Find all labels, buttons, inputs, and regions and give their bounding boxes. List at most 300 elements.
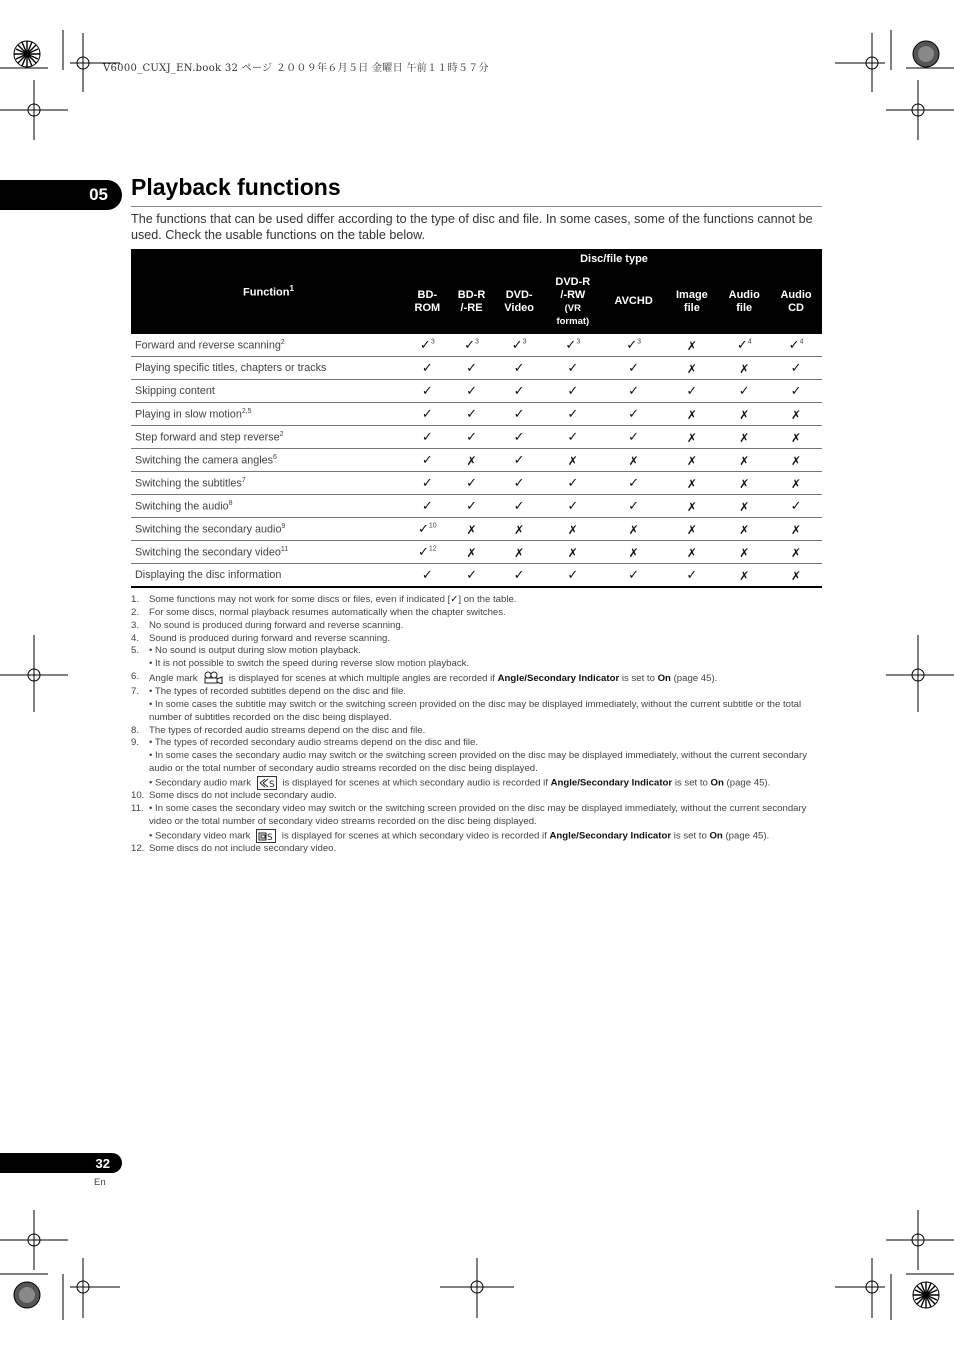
cross-mark-icon: ✗ bbox=[686, 545, 697, 560]
footnote bbox=[131, 594, 831, 607]
check-mark-icon: ✓ bbox=[567, 407, 579, 422]
check-mark-icon: ✓ bbox=[567, 499, 579, 514]
column-header-line: file bbox=[736, 301, 753, 314]
table-row bbox=[131, 495, 822, 518]
chapter-number-tab bbox=[0, 180, 122, 210]
footnote-segment: ] on the table. bbox=[458, 594, 517, 605]
cross-mark-icon: ✗ bbox=[791, 407, 802, 422]
column-header-line: DVD-R bbox=[555, 275, 591, 288]
chapter-number: 05 bbox=[89, 185, 108, 204]
cross-mark-icon: ✗ bbox=[739, 499, 750, 514]
column-header bbox=[494, 270, 543, 334]
cell-footnote-ref: 3 bbox=[637, 338, 642, 346]
check-mark-icon: ✓ bbox=[686, 568, 698, 583]
support-cell bbox=[406, 495, 449, 518]
column-header-line: Audio bbox=[780, 288, 812, 301]
footnote-number: 12. bbox=[131, 843, 145, 855]
cell-footnote-ref: 3 bbox=[430, 338, 435, 346]
check-mark-icon: ✓ bbox=[466, 361, 477, 376]
footnote-number: 5. bbox=[131, 645, 140, 657]
column-header-line: /-RE bbox=[460, 301, 483, 314]
footnote-segment: Some discs do not include secondary video. bbox=[149, 843, 337, 855]
function-label: Switching the secondary video bbox=[135, 546, 281, 559]
footnote-segment: is set to bbox=[619, 673, 658, 685]
footnote-emphasis: ✓ bbox=[450, 594, 459, 605]
support-cell bbox=[602, 449, 666, 472]
book-file-header: V6000_CUXJ_EN.book 32 ページ ２００９年６月５日 金曜日 午前１１時５７分 bbox=[103, 63, 489, 74]
support-cell bbox=[718, 564, 770, 588]
cross-mark-icon: ✗ bbox=[739, 522, 750, 537]
support-cell bbox=[449, 380, 495, 403]
support-cell bbox=[494, 357, 543, 380]
check-mark-icon: ✓ bbox=[628, 568, 640, 583]
support-cell bbox=[770, 495, 822, 518]
check-mark-icon: ✓ bbox=[464, 338, 476, 353]
column-header-line: format) bbox=[556, 315, 590, 327]
support-cell bbox=[718, 426, 770, 449]
footnote-segment: • The types of recorded subtitles depend on the disc and file. bbox=[149, 686, 407, 698]
table-row bbox=[131, 426, 822, 449]
footnote-text bbox=[149, 594, 831, 607]
footnote-line bbox=[149, 699, 831, 725]
support-cell bbox=[718, 403, 770, 426]
support-cell bbox=[494, 403, 543, 426]
check-mark-icon: ✓ bbox=[628, 476, 640, 491]
footnote-line bbox=[149, 607, 831, 620]
footnote bbox=[131, 620, 831, 633]
cross-mark-icon: ✗ bbox=[686, 453, 697, 468]
check-mark-icon: ✓ bbox=[511, 338, 523, 353]
footnote-line bbox=[149, 645, 831, 658]
title-divider bbox=[131, 206, 822, 207]
cross-mark-icon: ✗ bbox=[466, 522, 477, 537]
check-mark-icon: ✓ bbox=[628, 407, 640, 422]
support-cell bbox=[494, 495, 543, 518]
support-cell bbox=[494, 518, 543, 541]
check-mark-icon: ✓ bbox=[513, 453, 525, 468]
cross-mark-icon: ✗ bbox=[686, 430, 697, 445]
table-row bbox=[131, 564, 822, 588]
check-mark-icon: ✓ bbox=[626, 338, 638, 353]
table-row bbox=[131, 472, 822, 495]
footnote-line bbox=[149, 790, 831, 803]
svg-text:S: S bbox=[267, 832, 273, 842]
footnote-number: 4. bbox=[131, 632, 140, 644]
footnote bbox=[131, 686, 831, 725]
function-header-footnote: 1 bbox=[289, 284, 294, 294]
cell-footnote-ref: 3 bbox=[522, 338, 527, 346]
footnote-number: 3. bbox=[131, 619, 140, 631]
cross-mark-icon: ✗ bbox=[567, 453, 578, 468]
column-header-line: Audio bbox=[728, 288, 760, 301]
support-cell bbox=[602, 541, 666, 564]
function-label: Switching the camera angles bbox=[135, 454, 274, 467]
footnote-segment: • No sound is output during slow motion playback. bbox=[149, 645, 361, 657]
support-cell bbox=[602, 426, 666, 449]
check-mark-icon: ✓ bbox=[421, 430, 433, 445]
page-number-tab bbox=[0, 1153, 122, 1173]
footnote-segment: The types of recorded audio streams depend on the disc and file. bbox=[149, 724, 426, 736]
support-cell bbox=[665, 518, 718, 541]
footnote-segment: • Secondary video mark bbox=[149, 830, 254, 842]
column-header bbox=[718, 270, 770, 334]
function-label: Playing in slow motion bbox=[135, 408, 242, 421]
footnote-segment: • In some cases the subtitle may switch or the switching screen provided on the disc may be displayed immediately, without the current subtitle or the total number of subtitles recorded on the disc being displayed. bbox=[149, 698, 802, 723]
cross-mark-icon: ✗ bbox=[686, 338, 697, 353]
footnote-segment: is displayed for scenes at which secondary video is recorded if bbox=[279, 830, 550, 842]
support-cell bbox=[602, 334, 666, 357]
footnote-segment: Sound is produced during forward and reverse scanning. bbox=[149, 632, 391, 644]
footnote-number: 7. bbox=[131, 686, 140, 698]
footnote-line bbox=[149, 633, 831, 646]
support-cell bbox=[770, 472, 822, 495]
check-mark-icon: ✓ bbox=[421, 453, 433, 468]
support-cell bbox=[665, 380, 718, 403]
check-mark-icon: ✓ bbox=[513, 430, 525, 445]
support-cell bbox=[602, 380, 666, 403]
column-header-line: (VR bbox=[564, 302, 582, 314]
support-cell bbox=[449, 357, 495, 380]
column-header-line: ROM bbox=[414, 301, 441, 314]
cross-mark-icon: ✗ bbox=[686, 499, 697, 514]
table-row bbox=[131, 334, 822, 357]
support-cell bbox=[770, 357, 822, 380]
footnote-emphasis: Angle/Secondary Indicator bbox=[549, 830, 672, 842]
function-footnote-ref: 8 bbox=[228, 499, 233, 507]
check-mark-icon: ✓ bbox=[790, 499, 802, 514]
cross-mark-icon: ✗ bbox=[739, 453, 750, 468]
footnote-line bbox=[149, 803, 831, 829]
support-cell bbox=[449, 564, 495, 588]
function-name bbox=[131, 518, 406, 541]
check-mark-icon: ✓ bbox=[567, 384, 579, 399]
check-mark-icon: ✓ bbox=[567, 361, 579, 376]
cell-footnote-ref: 4 bbox=[747, 338, 752, 346]
table-row bbox=[131, 449, 822, 472]
support-cell bbox=[665, 541, 718, 564]
footnote-segment: • It is not possible to switch the speed during reverse slow motion playback. bbox=[149, 658, 470, 670]
support-cell bbox=[449, 403, 495, 426]
support-cell bbox=[665, 495, 718, 518]
column-header bbox=[449, 270, 495, 334]
support-cell bbox=[770, 380, 822, 403]
footnote-number: 8. bbox=[131, 724, 140, 736]
cross-mark-icon: ✗ bbox=[791, 568, 802, 583]
function-name bbox=[131, 426, 406, 449]
support-cell bbox=[602, 495, 666, 518]
footnote-line bbox=[149, 671, 831, 686]
check-mark-icon: ✓ bbox=[628, 430, 640, 445]
footnote-segment: • In some cases the secondary video may switch or the switching screen provided on the disc may be displayed immediately, without the current secondary video or the total number of secondary video streams recorded on the disc being displayed. bbox=[149, 803, 807, 828]
footnote-segment: (page 45). bbox=[723, 777, 771, 789]
column-header-line: file bbox=[683, 301, 700, 314]
support-cell bbox=[449, 449, 495, 472]
check-mark-icon: ✓ bbox=[790, 361, 802, 376]
function-footnote-ref: 2 bbox=[280, 338, 285, 346]
footnote-text bbox=[149, 803, 831, 843]
function-footnote-ref: 2 bbox=[279, 430, 284, 438]
footnote bbox=[131, 607, 831, 620]
cross-mark-icon: ✗ bbox=[686, 476, 697, 491]
cell-footnote-ref: 3 bbox=[576, 338, 581, 346]
support-cell bbox=[544, 518, 602, 541]
check-mark-icon: ✓ bbox=[513, 499, 525, 514]
support-cell bbox=[544, 449, 602, 472]
support-cell bbox=[770, 426, 822, 449]
check-mark-icon: ✓ bbox=[513, 361, 525, 376]
support-cell bbox=[406, 334, 449, 357]
secondary-video-mark-icon bbox=[256, 829, 276, 843]
footnote bbox=[131, 671, 831, 686]
footnote-text bbox=[149, 686, 831, 725]
footnote-text bbox=[149, 725, 831, 738]
cross-mark-icon: ✗ bbox=[739, 476, 750, 491]
support-cell bbox=[665, 564, 718, 588]
function-footnote-ref: 11 bbox=[280, 545, 289, 553]
footnote-line bbox=[149, 594, 831, 607]
check-mark-icon: ✓ bbox=[421, 361, 433, 376]
check-mark-icon: ✓ bbox=[565, 338, 577, 353]
function-label: Switching the audio bbox=[135, 500, 229, 513]
check-mark-icon: ✓ bbox=[421, 384, 433, 399]
support-cell bbox=[494, 449, 543, 472]
support-cell bbox=[544, 426, 602, 449]
cell-footnote-ref: 12 bbox=[428, 545, 437, 553]
support-cell bbox=[494, 334, 543, 357]
footnote-line bbox=[149, 776, 831, 790]
support-cell bbox=[770, 334, 822, 357]
footnote-line bbox=[149, 843, 831, 856]
support-cell bbox=[602, 564, 666, 588]
function-label: Switching the secondary audio bbox=[135, 523, 282, 536]
support-cell bbox=[665, 472, 718, 495]
cell-footnote-ref: 10 bbox=[428, 522, 437, 530]
footnote-line bbox=[149, 620, 831, 633]
cross-mark-icon: ✗ bbox=[628, 453, 639, 468]
check-mark-icon: ✓ bbox=[788, 338, 800, 353]
cross-mark-icon: ✗ bbox=[514, 522, 525, 537]
footnote-line bbox=[149, 686, 831, 699]
function-footnote-ref: 9 bbox=[281, 522, 286, 530]
footnote bbox=[131, 725, 831, 738]
support-cell bbox=[544, 380, 602, 403]
support-cell bbox=[406, 426, 449, 449]
support-cell bbox=[718, 357, 770, 380]
check-mark-icon: ✓ bbox=[466, 384, 477, 399]
footnote-line bbox=[149, 737, 831, 750]
support-cell bbox=[602, 403, 666, 426]
footnote-text bbox=[149, 737, 831, 790]
cross-mark-icon: ✗ bbox=[791, 476, 802, 491]
support-cell bbox=[718, 334, 770, 357]
footnote-emphasis: Angle/Secondary Indicator bbox=[550, 777, 673, 789]
disc-type-header: Disc/file type bbox=[406, 249, 822, 270]
footnote-segment: is set to bbox=[672, 777, 711, 789]
support-cell bbox=[406, 357, 449, 380]
support-cell bbox=[406, 472, 449, 495]
cross-mark-icon: ✗ bbox=[514, 545, 525, 560]
cross-mark-icon: ✗ bbox=[466, 453, 477, 468]
svg-text:S: S bbox=[268, 779, 275, 789]
footnote-text bbox=[149, 671, 831, 686]
table-row bbox=[131, 518, 822, 541]
cross-mark-icon: ✗ bbox=[791, 453, 802, 468]
support-cell bbox=[449, 426, 495, 449]
support-cell bbox=[494, 541, 543, 564]
support-cell bbox=[770, 541, 822, 564]
support-cell bbox=[494, 564, 543, 588]
function-name bbox=[131, 495, 406, 518]
check-mark-icon: ✓ bbox=[419, 338, 431, 353]
check-mark-icon: ✓ bbox=[513, 407, 525, 422]
footnote-text bbox=[149, 607, 831, 620]
support-cell bbox=[665, 334, 718, 357]
footnote-line bbox=[149, 829, 831, 843]
support-cell bbox=[449, 495, 495, 518]
column-header bbox=[544, 270, 602, 334]
support-cell bbox=[770, 564, 822, 588]
footnote-segment: • In some cases the secondary audio may switch or the switching screen provided on the disc may be displayed immediately, without the current secondary audio or the total number of secondary audio streams recorded on the disc being displayed. bbox=[149, 750, 808, 775]
footnote-text bbox=[149, 633, 831, 646]
support-cell bbox=[406, 449, 449, 472]
check-mark-icon: ✓ bbox=[421, 407, 433, 422]
table-row bbox=[131, 541, 822, 564]
support-cell bbox=[665, 426, 718, 449]
cross-mark-icon: ✗ bbox=[567, 522, 578, 537]
footnote-line bbox=[149, 658, 831, 671]
support-cell bbox=[665, 449, 718, 472]
support-cell bbox=[770, 403, 822, 426]
check-mark-icon: ✓ bbox=[466, 430, 477, 445]
support-cell bbox=[602, 357, 666, 380]
cross-mark-icon: ✗ bbox=[567, 545, 578, 560]
support-cell bbox=[544, 472, 602, 495]
support-cell bbox=[449, 518, 495, 541]
check-mark-icon: ✓ bbox=[513, 384, 525, 399]
function-footnote-ref: 2,5 bbox=[241, 407, 252, 415]
cross-mark-icon: ✗ bbox=[791, 430, 802, 445]
footnote bbox=[131, 645, 831, 671]
table-row bbox=[131, 357, 822, 380]
support-cell bbox=[770, 449, 822, 472]
column-header-line: Image bbox=[675, 288, 708, 301]
footnote-segment: • Secondary audio mark bbox=[149, 777, 254, 789]
footnote-segment: For some discs, normal playback resumes automatically when the chapter switches. bbox=[149, 606, 506, 618]
support-cell bbox=[494, 380, 543, 403]
function-label: Displaying the disc information bbox=[135, 569, 282, 581]
playback-functions-table bbox=[131, 249, 822, 588]
column-header-line: /-RW bbox=[560, 288, 586, 301]
function-name bbox=[131, 403, 406, 426]
function-name bbox=[131, 334, 406, 357]
page-language: En bbox=[94, 1177, 106, 1188]
support-cell bbox=[494, 472, 543, 495]
table-body bbox=[131, 334, 822, 588]
footnote-segment: Angle mark bbox=[149, 673, 201, 685]
support-cell bbox=[718, 380, 770, 403]
support-cell bbox=[544, 334, 602, 357]
cross-mark-icon: ✗ bbox=[739, 430, 750, 445]
footnote-number: 11. bbox=[131, 803, 144, 815]
footnote-number: 10. bbox=[131, 790, 145, 802]
function-label: Skipping content bbox=[135, 385, 215, 397]
column-header-line: DVD- bbox=[505, 288, 533, 301]
column-header-line: BD-R bbox=[457, 288, 486, 301]
support-cell bbox=[406, 518, 449, 541]
check-mark-icon: ✓ bbox=[628, 384, 640, 399]
check-mark-icon: ✓ bbox=[466, 499, 477, 514]
cross-mark-icon: ✗ bbox=[686, 407, 697, 422]
footnote-segment: is set to bbox=[671, 830, 710, 842]
cross-mark-icon: ✗ bbox=[466, 545, 477, 560]
footnote-segment: is displayed for scenes at which secondary audio is recorded if bbox=[279, 777, 551, 789]
check-mark-icon: ✓ bbox=[513, 568, 525, 583]
footnote bbox=[131, 843, 831, 856]
function-label: Forward and reverse scanning bbox=[135, 339, 281, 352]
table-row bbox=[131, 403, 822, 426]
support-cell bbox=[544, 403, 602, 426]
cross-mark-icon: ✗ bbox=[628, 545, 639, 560]
star-target-tl bbox=[14, 41, 40, 67]
footnote-text bbox=[149, 843, 831, 856]
support-cell bbox=[602, 472, 666, 495]
support-cell bbox=[665, 357, 718, 380]
cross-mark-icon: ✗ bbox=[791, 545, 802, 560]
function-name bbox=[131, 472, 406, 495]
check-mark-icon: ✓ bbox=[421, 499, 433, 514]
check-mark-icon: ✓ bbox=[421, 568, 433, 583]
intro-paragraph: The functions that can be used differ according to the type of disc and file. In some cases, some of the functions cannot be used. Check the usable functions on the table below. bbox=[131, 212, 813, 242]
footnote-segment: Some functions may not work for some discs or files, even if indicated [ bbox=[149, 594, 451, 605]
page-title: Playback functions bbox=[131, 174, 341, 200]
secondary-audio-mark-icon bbox=[257, 776, 277, 790]
check-mark-icon: ✓ bbox=[417, 522, 429, 537]
footnote-segment: • The types of recorded secondary audio streams depend on the disc and file. bbox=[149, 737, 479, 749]
column-header-line: CD bbox=[788, 301, 804, 314]
support-cell bbox=[494, 426, 543, 449]
support-cell bbox=[406, 403, 449, 426]
function-label: Step forward and step reverse bbox=[135, 431, 280, 444]
footnote-number: 1. bbox=[131, 594, 140, 605]
support-cell bbox=[718, 541, 770, 564]
check-mark-icon: ✓ bbox=[567, 568, 579, 583]
footnote-text bbox=[149, 620, 831, 633]
footnote-emphasis: On bbox=[657, 673, 671, 685]
check-mark-icon: ✓ bbox=[466, 407, 477, 422]
function-name bbox=[131, 564, 406, 588]
check-mark-icon: ✓ bbox=[628, 499, 640, 514]
footnote-line bbox=[149, 750, 831, 776]
footnote-text bbox=[149, 645, 831, 671]
support-cell bbox=[718, 518, 770, 541]
footnote-segment: (page 45). bbox=[670, 673, 718, 685]
support-cell bbox=[544, 495, 602, 518]
footnote-segment: No sound is produced during forward and reverse scanning. bbox=[149, 619, 404, 631]
function-column-header bbox=[131, 249, 406, 334]
footnote bbox=[131, 790, 831, 803]
support-cell bbox=[406, 541, 449, 564]
check-mark-icon: ✓ bbox=[790, 384, 802, 399]
support-cell bbox=[544, 357, 602, 380]
check-mark-icon: ✓ bbox=[466, 476, 477, 491]
support-cell bbox=[718, 472, 770, 495]
footnote bbox=[131, 737, 831, 790]
check-mark-icon: ✓ bbox=[628, 361, 640, 376]
column-header bbox=[665, 270, 718, 334]
support-cell bbox=[544, 564, 602, 588]
function-name bbox=[131, 357, 406, 380]
check-mark-icon: ✓ bbox=[513, 476, 525, 491]
